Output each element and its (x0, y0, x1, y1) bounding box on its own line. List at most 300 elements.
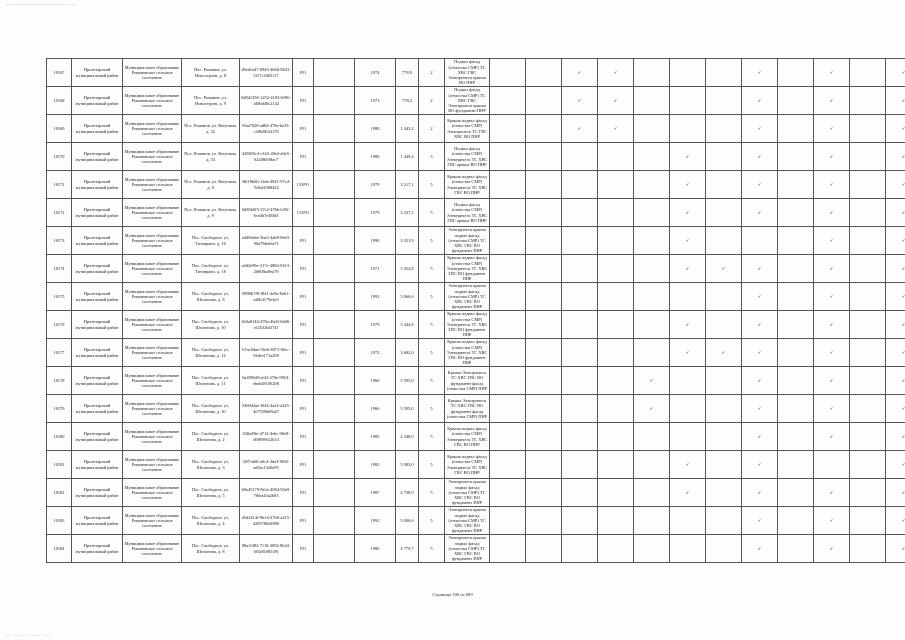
empty-check-cell (562, 367, 598, 395)
empty-check-cell (598, 423, 634, 451)
empty-cell (314, 535, 355, 563)
district-cell: Пролетарский муниципальный район (72, 339, 123, 367)
register-sheet (46, 58, 905, 563)
empty-check-cell (706, 59, 742, 87)
build-year-cell: 1987 (355, 479, 396, 507)
build-year-cell: 1993 (355, 283, 396, 311)
floors-cell: 5 (419, 339, 445, 367)
empty-check-cell (634, 283, 670, 311)
table-row (47, 507, 905, 535)
empty-check-cell (526, 423, 562, 451)
empty-check-cell (706, 479, 742, 507)
area-cell: 3 237,1 (396, 199, 419, 227)
empty-check-cell (562, 535, 598, 563)
works-list-cell: Подвал фасад (отмостка СМР) ТС ХВС ГВС Электрическ крыша ВО фундамент ПНР (445, 87, 490, 115)
empty-check-cell (670, 59, 706, 87)
house-id-cell: 5469d4ae-f044-4a24-a323-4e7559b68a47 (240, 395, 293, 423)
empty-check-cell (634, 339, 670, 367)
works-list-cell: Крыша подвал фасад (отмостка СМР) Электрическ ТС ХВС ГВС ВО ПНР (445, 451, 490, 479)
floors-cell: 5 (419, 255, 445, 283)
management-type-cell: РО (293, 423, 314, 451)
district-cell: Пролетарский муниципальный район (72, 255, 123, 283)
house-id-cell: 0d85b0f5-37c2-476b-b35f-6ce4b7e48fd3 (240, 199, 293, 227)
empty-check-cell (850, 199, 886, 227)
empty-check-cell (598, 227, 634, 255)
empty-check-cell (850, 395, 886, 423)
table-row (47, 535, 905, 563)
management-type-cell: РО (293, 143, 314, 171)
empty-check-cell (850, 311, 886, 339)
floors-cell: 2 (419, 87, 445, 115)
check-mark-cell: ✓ (814, 255, 850, 283)
empty-check-cell (706, 423, 742, 451)
area-cell: 3 252,8 (396, 255, 419, 283)
address-cell: Пос. Свободное, ул. Шелонова, д. 12 (182, 339, 240, 367)
empty-check-cell (634, 115, 670, 143)
empty-check-cell (562, 395, 598, 423)
record-number: 10181 (47, 451, 72, 479)
works-list-cell: Крыша подвал фасад (отмостка СМР) Электрическ ТС ГВС ХВС ВО ПНР (445, 115, 490, 143)
empty-check-cell (850, 507, 886, 535)
settlement-cell: Муниципальное образование Романовское сельское поселение (123, 339, 182, 367)
check-mark-cell: ✓ (598, 87, 634, 115)
empty-check-cell (634, 311, 670, 339)
empty-cell (314, 227, 355, 255)
floors-cell: 2 (419, 59, 445, 87)
empty-check-cell (490, 367, 526, 395)
record-number: 10168 (47, 87, 72, 115)
build-year-cell: 1992 (355, 507, 396, 535)
district-cell: Пролетарский муниципальный район (72, 199, 123, 227)
empty-check-cell (778, 339, 814, 367)
empty-check-cell (850, 227, 886, 255)
empty-cell (314, 479, 355, 507)
check-mark-cell: ✓ (814, 115, 850, 143)
build-year-cell: 1979 (355, 311, 396, 339)
check-mark-cell: ✓ (742, 199, 778, 227)
build-year-cell: 1979 (355, 171, 396, 199)
empty-check-cell (634, 479, 670, 507)
table-row (47, 311, 905, 339)
management-type-cell: РО (293, 283, 314, 311)
house-id-cell: d5d2414f-9b14-47b6-a415-4205780d4990 (240, 507, 293, 535)
empty-check-cell (670, 115, 706, 143)
management-type-cell: РО (293, 87, 314, 115)
empty-check-cell (598, 395, 634, 423)
check-mark-cell: ✓ (814, 395, 850, 423)
empty-check-cell (562, 255, 598, 283)
house-id-cell: 0d9d1356-1252-4103-b596-1d8bd48c2142 (240, 87, 293, 115)
empty-check-cell (706, 395, 742, 423)
empty-check-cell (706, 171, 742, 199)
house-id-cell: b7ac8dae-56e6-4071-9fec-94dee171a209 (240, 339, 293, 367)
district-cell: Пролетарский муниципальный район (72, 423, 123, 451)
settlement-cell: Муниципальное образование Романовское сельское поселение (123, 367, 182, 395)
check-mark-cell: ✓ (562, 59, 598, 87)
empty-check-cell (850, 143, 886, 171)
check-mark-cell: ✓ (670, 479, 706, 507)
check-mark-cell: ✓ (814, 87, 850, 115)
check-mark-cell: ✓ (886, 115, 905, 143)
empty-check-cell (490, 143, 526, 171)
address-cell: Пос. Свободное, ул. Шелонова, д. 2 (182, 423, 240, 451)
check-mark-cell: ✓ (742, 479, 778, 507)
empty-check-cell (706, 115, 742, 143)
empty-cell (314, 507, 355, 535)
house-id-cell: 445805c3-e1b5-49e2-a0e5-022f8b0f8ac7 (240, 143, 293, 171)
empty-check-cell (706, 507, 742, 535)
floors-cell: 5 (419, 451, 445, 479)
area-cell: 778,9 (396, 59, 419, 87)
check-mark-cell: ✓ (742, 535, 778, 563)
area-cell: 5 595,0 (396, 367, 419, 395)
empty-check-cell (490, 507, 526, 535)
empty-check-cell (490, 479, 526, 507)
scan-bottom-edge (0, 630, 905, 640)
district-cell: Пролетарский муниципальный район (72, 311, 123, 339)
empty-check-cell (670, 87, 706, 115)
management-type-cell: СОРО (293, 171, 314, 199)
district-cell: Пролетарский муниципальный район (72, 143, 123, 171)
house-id-cell: a4d0da6e-3ba5-4ab8-96e0-90a79abebe7f (240, 227, 293, 255)
empty-cell (314, 59, 355, 87)
record-number: 10177 (47, 339, 72, 367)
area-cell: 778,2 (396, 87, 419, 115)
check-mark-cell: ✓ (814, 143, 850, 171)
empty-check-cell (634, 59, 670, 87)
check-mark-cell: ✓ (742, 283, 778, 311)
check-mark-cell: ✓ (742, 115, 778, 143)
works-list-cell: Крыша подвал фасад (отмостка СМР) Электрическ ТС ХВС ГВС ВО ПНР (445, 423, 490, 451)
area-cell: 1 449,4 (396, 143, 419, 171)
house-id-cell: 8890b7f8-f841-4e9a-8a61-ea8b4179e4e5 (240, 283, 293, 311)
works-list-cell: Крыша подвал фасад (отмостка СМР) Электрическ ТС ХВС ГВС ВО фундамент ПНР (445, 255, 490, 283)
address-cell: Пос. Свободное, ул. Шелонова, д. 10 (182, 395, 240, 423)
area-cell: 3 682,0 (396, 339, 419, 367)
management-type-cell: РО (293, 395, 314, 423)
empty-check-cell (490, 395, 526, 423)
district-cell: Пролетарский муниципальный район (72, 115, 123, 143)
area-cell: 5 595,0 (396, 395, 419, 423)
check-mark-cell: ✓ (814, 423, 850, 451)
management-type-cell: РО (293, 479, 314, 507)
district-cell: Пролетарский муниципальный район (72, 59, 123, 87)
management-type-cell: РО (293, 507, 314, 535)
address-cell: Пос. Романов, ул. Ватутина, д. 9 (182, 199, 240, 227)
build-year-cell: 1966 (355, 367, 396, 395)
house-id-cell: a4d2e09e-217e-4884-9413-2b9f8ba8ea79 (240, 255, 293, 283)
empty-check-cell (598, 311, 634, 339)
check-mark-cell: ✓ (634, 395, 670, 423)
record-number: 10176 (47, 311, 72, 339)
check-mark-cell: ✓ (886, 283, 905, 311)
area-cell: 3 217,1 (396, 171, 419, 199)
build-year-cell: 1974 (355, 59, 396, 87)
house-id-cell: 2f87ab0f-a6c4-4da3-9f60-ad5ac1326e95 (240, 451, 293, 479)
empty-check-cell (850, 115, 886, 143)
check-mark-cell: ✓ (886, 535, 905, 563)
management-type-cell: РО (293, 311, 314, 339)
empty-cell (314, 255, 355, 283)
empty-check-cell (814, 451, 850, 479)
works-list-cell: Электрическ крыша подвал фасад (отмостка СМР) ТС ХВС ГВС ВО фундамент ПНР (445, 479, 490, 507)
empty-check-cell (706, 535, 742, 563)
address-cell: Пос. Свободное, ул. Шелонова, д. 8 (182, 283, 240, 311)
empty-cell (314, 199, 355, 227)
empty-check-cell (490, 535, 526, 563)
address-cell: Пос. Романов, ул. Ватутина, д. 8 (182, 171, 240, 199)
table-row (47, 199, 905, 227)
works-list-cell: Крыша Электрическ ТС ХВС ГВС ВО фундамент фасад (отмостка СМР) ПНР (445, 395, 490, 423)
works-list-cell: Крыша Электрическ ТС ХВС ГВС ВО фундамент фасад (отмостка СМР) ПНР (445, 367, 490, 395)
empty-check-cell (670, 423, 706, 451)
house-id-cell: f9aa7026-ad0d-478e-be33-c3f8a9b54178 (240, 115, 293, 143)
check-mark-cell: ✓ (886, 255, 905, 283)
empty-check-cell (598, 143, 634, 171)
settlement-cell: Муниципальное образование Романовское сельское поселение (123, 451, 182, 479)
table-row (47, 171, 905, 199)
record-number: 10173 (47, 227, 72, 255)
empty-check-cell (778, 143, 814, 171)
check-mark-cell: ✓ (886, 171, 905, 199)
empty-check-cell (706, 87, 742, 115)
empty-cell (314, 451, 355, 479)
house-id-cell: 36f18b66-12da-4841-97cd-7b0af2588424 (240, 171, 293, 199)
district-cell: Пролетарский муниципальный район (72, 535, 123, 563)
empty-check-cell (490, 311, 526, 339)
check-mark-cell: ✓ (886, 199, 905, 227)
empty-check-cell (598, 451, 634, 479)
check-mark-cell: ✓ (706, 339, 742, 367)
settlement-cell: Муниципальное образование Романовское сельское поселение (123, 227, 182, 255)
empty-check-cell (706, 227, 742, 255)
empty-check-cell (850, 479, 886, 507)
empty-check-cell (778, 283, 814, 311)
check-mark-cell: ✓ (562, 87, 598, 115)
house-id-cell: f34bd9fe-4712-4ebc-90e8-d9f898612b14 (240, 423, 293, 451)
check-mark-cell: ✓ (670, 255, 706, 283)
works-list-cell: Подвал фасад (отмостка СМР) ТС ХВС ГВС Электрическ крыша ВО ПНР (445, 59, 490, 87)
record-number: 10182 (47, 479, 72, 507)
empty-check-cell (526, 451, 562, 479)
area-cell: 4 348,0 (396, 423, 419, 451)
empty-check-cell (526, 87, 562, 115)
table-row (47, 395, 905, 423)
table-row (47, 367, 905, 395)
empty-check-cell (778, 367, 814, 395)
build-year-cell: 1990 (355, 227, 396, 255)
empty-check-cell (598, 507, 634, 535)
check-mark-cell: ✓ (742, 311, 778, 339)
empty-check-cell (598, 479, 634, 507)
empty-check-cell (562, 479, 598, 507)
district-cell: Пролетарский муниципальный район (72, 507, 123, 535)
empty-check-cell (778, 87, 814, 115)
empty-check-cell (490, 423, 526, 451)
house-id-cell: 2b0a8144-478a-46d3-bb06-ef253264f74f (240, 311, 293, 339)
district-cell: Пролетарский муниципальный район (72, 283, 123, 311)
floors-cell: 5 (419, 311, 445, 339)
area-cell: 4 779,7 (396, 535, 419, 563)
table-row (47, 451, 905, 479)
area-cell: 3 351,9 (396, 227, 419, 255)
house-id-cell: b9a45179-8e2e-4064-93e0-7f6ea43a2b03 (240, 479, 293, 507)
check-mark-cell: ✓ (598, 59, 634, 87)
check-mark-cell: ✓ (706, 255, 742, 283)
check-mark-cell: ✓ (670, 227, 706, 255)
settlement-cell: Муниципальное образование Романовское сельское поселение (123, 423, 182, 451)
empty-check-cell (562, 283, 598, 311)
empty-cell (314, 367, 355, 395)
check-mark-cell: ✓ (814, 227, 850, 255)
empty-check-cell (670, 395, 706, 423)
empty-check-cell (598, 199, 634, 227)
check-mark-cell: ✓ (886, 143, 905, 171)
empty-check-cell (706, 283, 742, 311)
address-cell: Пос. Свободное, ул. Шелонова, д. 10 (182, 311, 240, 339)
register-body (47, 59, 905, 563)
area-cell: 4 738,9 (396, 479, 419, 507)
empty-check-cell (778, 423, 814, 451)
empty-check-cell (562, 339, 598, 367)
empty-check-cell (490, 59, 526, 87)
works-list-cell: Подвал фасад (отмостка СМР) Электрическ ТС ХВС ГВС крыша ВО ПНР (445, 143, 490, 171)
address-cell: Пос. Свободное, ул. Титоврано, д. 18 (182, 255, 240, 283)
floors-cell: 5 (419, 171, 445, 199)
register-table (46, 58, 905, 563)
empty-check-cell (778, 171, 814, 199)
check-mark-cell: ✓ (742, 339, 778, 367)
house-id-cell: d9ed1ed7-8943-4b66-8b33-5f17c3d03117 (240, 59, 293, 87)
build-year-cell: 1966 (355, 395, 396, 423)
address-cell: Пос. Свободное, ул. Титоврано, д. 16 (182, 227, 240, 255)
empty-check-cell (562, 507, 598, 535)
check-mark-cell: ✓ (886, 507, 905, 535)
empty-check-cell (526, 227, 562, 255)
scan-top-left-text: — — — ——— ——— —— (6, 1, 56, 6)
check-mark-cell: ✓ (886, 395, 905, 423)
empty-check-cell (634, 87, 670, 115)
district-cell: Пролетарский муниципальный район (72, 395, 123, 423)
check-mark-cell: ✓ (814, 59, 850, 87)
record-number: 10183 (47, 507, 72, 535)
empty-check-cell (598, 171, 634, 199)
settlement-cell: Муниципальное образование Романовское сельское поселение (123, 311, 182, 339)
works-list-cell: Крыша подвал фасад (отмостка СМР) Электрическ ТС ХВС ГВС ВО фундамент ПНР (445, 311, 490, 339)
address-cell: Пос. Свободное, ул. Шелонова, д. 8 (182, 535, 240, 563)
check-mark-cell: ✓ (634, 367, 670, 395)
check-mark-cell: ✓ (886, 423, 905, 451)
empty-check-cell (526, 283, 562, 311)
empty-check-cell (778, 59, 814, 87)
check-mark-cell: ✓ (886, 367, 905, 395)
empty-check-cell (850, 87, 886, 115)
empty-check-cell (490, 199, 526, 227)
floors-cell: 2 (419, 115, 445, 143)
empty-check-cell (526, 59, 562, 87)
empty-check-cell (634, 423, 670, 451)
check-mark-cell: ✓ (742, 507, 778, 535)
record-number: 10179 (47, 395, 72, 423)
empty-check-cell (526, 339, 562, 367)
check-mark-cell: ✓ (886, 311, 905, 339)
empty-check-cell (598, 255, 634, 283)
works-list-cell: Электрическ крыша подвал фасад (отмостка СМР) ТС ХВС ГВС ВО фундамент ПНР (445, 507, 490, 535)
empty-check-cell (706, 451, 742, 479)
area-cell: 1 443,2 (396, 115, 419, 143)
area-cell: 5 006,6 (396, 507, 419, 535)
table-row (47, 227, 905, 255)
empty-check-cell (778, 479, 814, 507)
district-cell: Пролетарский муниципальный район (72, 227, 123, 255)
empty-check-cell (526, 199, 562, 227)
floors-cell: 5 (419, 199, 445, 227)
check-mark-cell: ✓ (670, 143, 706, 171)
empty-check-cell (562, 451, 598, 479)
build-year-cell: 1971 (355, 255, 396, 283)
empty-check-cell (490, 87, 526, 115)
check-mark-cell: ✓ (886, 87, 905, 115)
check-mark-cell: ✓ (814, 311, 850, 339)
floors-cell: 3 (419, 143, 445, 171)
record-number: 10184 (47, 535, 72, 563)
empty-check-cell (490, 115, 526, 143)
empty-check-cell (850, 59, 886, 87)
check-mark-cell: ✓ (742, 395, 778, 423)
empty-check-cell (706, 199, 742, 227)
check-mark-cell: ✓ (742, 367, 778, 395)
build-year-cell: 1986 (355, 535, 396, 563)
empty-check-cell (706, 367, 742, 395)
empty-check-cell (490, 171, 526, 199)
settlement-cell: Муниципальное образование Романовское сельское поселение (123, 479, 182, 507)
check-mark-cell: ✓ (742, 255, 778, 283)
empty-check-cell (634, 227, 670, 255)
build-year-cell: 1988 (355, 115, 396, 143)
empty-check-cell (526, 255, 562, 283)
build-year-cell: 1985 (355, 423, 396, 451)
empty-check-cell (526, 479, 562, 507)
table-row (47, 59, 905, 87)
empty-check-cell (562, 199, 598, 227)
management-type-cell: РО (293, 255, 314, 283)
works-list-cell: Крыша подвал фасад (отмостка СМР) Электрическ ТС ХВС ГВС ВО фундамент ПНР (445, 339, 490, 367)
empty-cell (314, 171, 355, 199)
empty-check-cell (634, 535, 670, 563)
empty-check-cell (598, 283, 634, 311)
empty-check-cell (490, 283, 526, 311)
check-mark-cell: ✓ (670, 451, 706, 479)
settlement-cell: Муниципальное образование Романовское сельское поселение (123, 199, 182, 227)
empty-cell (314, 115, 355, 143)
empty-check-cell (562, 227, 598, 255)
district-cell: Пролетарский муниципальный район (72, 479, 123, 507)
works-list-cell: Подвал фасад (отмостка СМР) Электрическ ТС ХВС ГВС крыша ВО ПНР (445, 199, 490, 227)
check-mark-cell: ✓ (886, 59, 905, 87)
check-mark-cell: ✓ (742, 451, 778, 479)
table-row (47, 479, 905, 507)
empty-check-cell (850, 535, 886, 563)
record-number: 10174 (47, 255, 72, 283)
empty-check-cell (526, 311, 562, 339)
settlement-cell: Муниципальное образование Романовское сельское поселение (123, 283, 182, 311)
table-row (47, 87, 905, 115)
settlement-cell: Муниципальное образование Романовское сельское поселение (123, 87, 182, 115)
settlement-cell: Муниципальное образование Романовское сельское поселение (123, 143, 182, 171)
empty-check-cell (850, 283, 886, 311)
check-mark-cell: ✓ (742, 143, 778, 171)
empty-check-cell (778, 199, 814, 227)
